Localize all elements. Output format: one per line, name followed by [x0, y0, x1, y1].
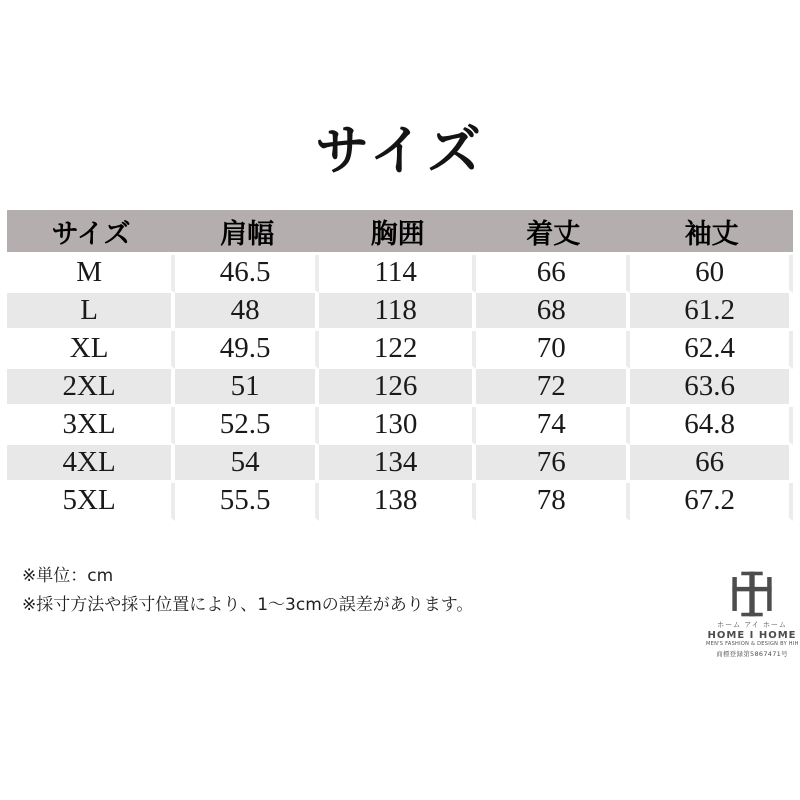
- table-header-row: [7, 210, 793, 255]
- table-row: [7, 445, 793, 483]
- brand-logo: [706, 571, 798, 658]
- table-row: [7, 293, 793, 331]
- value-cell: 134: [319, 445, 476, 483]
- logo-kana: ホーム アイ ホーム: [717, 621, 787, 629]
- value-cell: 54: [175, 445, 319, 483]
- value-cell: 66: [630, 445, 793, 483]
- size-cell: XL: [7, 331, 175, 369]
- value-cell: 60: [630, 255, 793, 293]
- value-cell: 66: [476, 255, 630, 293]
- value-cell: 63.6: [630, 369, 793, 407]
- value-cell: 70: [476, 331, 630, 369]
- hih-monogram-icon: [727, 571, 777, 617]
- value-cell: 118: [319, 293, 476, 331]
- table-row: [7, 483, 793, 521]
- footnotes: [22, 562, 473, 620]
- value-cell: 72: [476, 369, 630, 407]
- value-cell: 67.2: [630, 483, 793, 521]
- size-cell: L: [7, 293, 175, 331]
- size-cell: M: [7, 255, 175, 293]
- page-title: サイズ: [315, 119, 485, 182]
- value-cell: 55.5: [175, 483, 319, 521]
- table-row: [7, 407, 793, 445]
- col-header-sleeve: 袖丈: [630, 210, 793, 255]
- value-cell: 62.4: [630, 331, 793, 369]
- value-cell: 76: [476, 445, 630, 483]
- size-table: [7, 210, 793, 521]
- size-cell: 3XL: [7, 407, 175, 445]
- value-cell: 78: [476, 483, 630, 521]
- note-unit: ※単位：cm: [22, 566, 114, 586]
- value-cell: 52.5: [175, 407, 319, 445]
- value-cell: 122: [319, 331, 476, 369]
- table-row: [7, 369, 793, 407]
- col-header-length: 着丈: [476, 210, 630, 255]
- col-header-shoulder: 肩幅: [175, 210, 319, 255]
- value-cell: 49.5: [175, 331, 319, 369]
- value-cell: 74: [476, 407, 630, 445]
- value-cell: 114: [319, 255, 476, 293]
- value-cell: 51: [175, 369, 319, 407]
- size-cell: 2XL: [7, 369, 175, 407]
- value-cell: 126: [319, 369, 476, 407]
- value-cell: 46.5: [175, 255, 319, 293]
- size-cell: 5XL: [7, 483, 175, 521]
- col-header-size: サイズ: [7, 210, 175, 255]
- note-tolerance: ※採寸方法や採寸位置により、1～3cmの誤差があります。: [22, 595, 474, 615]
- value-cell: 48: [175, 293, 319, 331]
- logo-tagline: MEN'S FASHION & DESIGN BY HIH: [706, 641, 799, 647]
- size-cell: 4XL: [7, 445, 175, 483]
- logo-trademark: 商標登録第5867471号: [716, 650, 788, 658]
- logo-name: HOME I HOME: [707, 630, 797, 641]
- table-row: [7, 255, 793, 293]
- value-cell: 64.8: [630, 407, 793, 445]
- value-cell: 138: [319, 483, 476, 521]
- table-row: [7, 331, 793, 369]
- value-cell: 61.2: [630, 293, 793, 331]
- col-header-chest: 胸囲: [319, 210, 476, 255]
- value-cell: 68: [476, 293, 630, 331]
- value-cell: 130: [319, 407, 476, 445]
